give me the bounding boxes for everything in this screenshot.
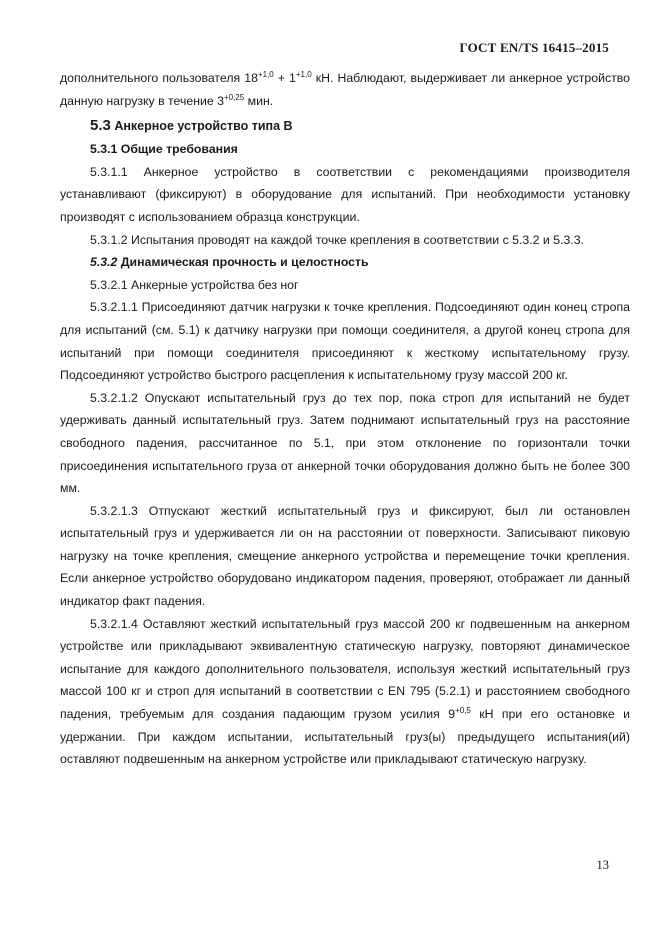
page-number: 13 [596,858,609,872]
document-header: ГОСТ EN/TS 16415–2015 [459,40,609,55]
subsection-number: 5.3.2 [90,255,118,270]
paragraph-continuation [60,67,630,112]
paragraph-5-3-2-1: 5.3.2.1 Анкерные устройства без ног [90,277,299,292]
subsection-heading-5-3-1: 5.3.1 Общие требования [90,142,238,157]
text-run: 5.3.2.1.4 Оставляют жесткий испытательный груз массой 200 кг подвешенным на анкерном устройстве или прикладывают эквивалентную статическую нагрузку, повторяют динамическое испытание для каждого дополнительного пользователя, используя жесткий испытательный груз массой 100 кг и строп для испытаний в соответствии с EN 795 (5.2.1) и расстоянием свободного падения, требуемым для создания падающим грузом усилия 9 [60,616,630,722]
text-run: мин. [244,93,274,108]
section-title: Анкерное устройство типа В [110,119,293,134]
superscript: +1,0 [295,70,312,79]
document-body [60,67,630,771]
text-run: кН. Наблюдают, выдерживает ли анкерное устройство данную нагрузку в течение 3 [60,71,630,108]
text-run: кН при его остановке и удержании. При каждом испытании, испытательный груз(ы) предыдущего испытания(ий) оставляют подвешенным на анкерном устройстве или прикладывают статическую нагрузку. [60,707,630,767]
text-run: дополнительного пользователя 18 [60,71,258,85]
paragraph-5-3-1-1: 5.3.1.1 Анкерное устройство в соответствии с рекомендациями производителя устанавливают (фиксируют) в оборудование для испытаний. При необходимости установку производят с использованием образца конструкции. [60,164,630,224]
subsection-heading-5-3-2 [60,251,630,274]
section-number: 5.3 [90,117,111,135]
paragraph-5-3-1-2: 5.3.1.2 Испытания проводят на каждой точке крепления в соответствии с 5.3.2 и 5.3.3. [90,232,584,247]
superscript: +0,5 [455,706,471,716]
paragraph-5-3-2-1-4 [60,613,630,771]
subsection-title: Динамическая прочность и целостность [117,255,369,270]
paragraph-5-3-2-1-1: 5.3.2.1.1 Присоединяют датчик нагрузки к точке крепления. Подсоединяют один конец стропа для испытаний (см. 5.1) к датчику нагрузки при помощи соединителя, а другой конец стропа для испытаний при помощи соединителя присоединяют к жесткому испытательному грузу. Подсоединяют устройство быстрого расцепления к испытательному грузу массой 200 кг. [60,300,630,383]
superscript: +0,25 [223,92,245,102]
paragraph-5-3-2-1-3: 5.3.2.1.3 Отпускают жесткий испытательный груз и фиксируют, был ли остановлен испытательный груз и удерживается ли он на расстоянии от поверхности. Записывают пиковую нагрузку на точке крепления, смещение анкерного устройства и перемещение точки крепления. Если анкерное устройство оборудовано индикатором падения, проверяют, отображает ли данный индикатор факт падения. [60,503,630,609]
text-run: + 1 [273,71,296,85]
paragraph-5-3-2-1-2: 5.3.2.1.2 Опускают испытательный груз до тех пор, пока строп для испытаний не будет удерживать данный испытательный груз. Затем поднимают испытательный груз на расстояние свободного падения, рассчитанное по 5.1, при этом отклонение по горизонтали точки присоединения испытательного груза от анкерной точки оборудования должно быть не более 300 мм. [60,390,630,496]
section-heading-5-3 [60,114,630,138]
superscript: +1,0 [257,70,274,79]
